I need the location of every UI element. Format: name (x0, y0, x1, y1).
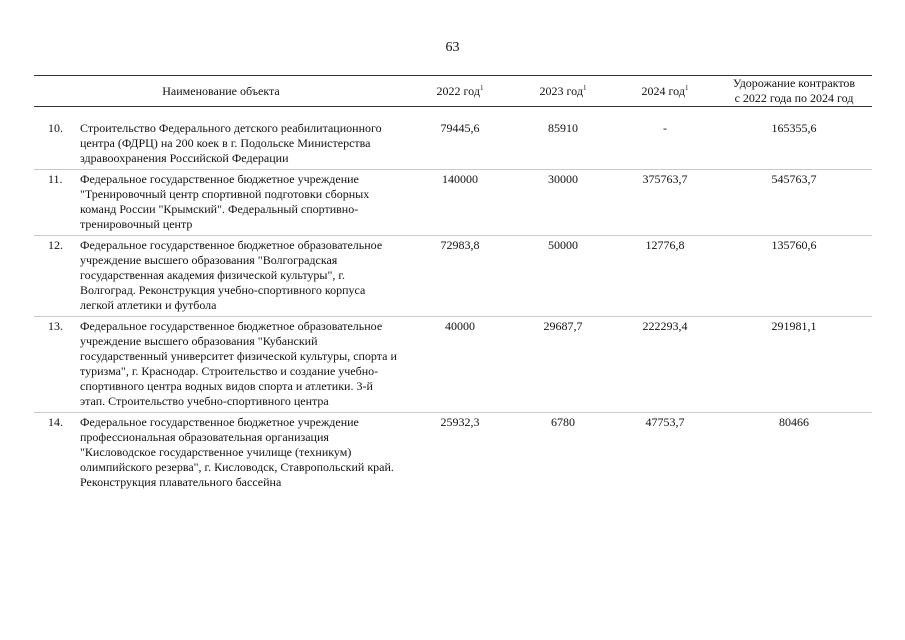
object-name: Федеральное государственное бюджетное учреждение "Тренировочный центр спортивной подготовки сборных команд России "Крымский". Федеральный спортивно-тренировочный центр (78, 170, 408, 236)
cost-table (34, 75, 872, 493)
value-cost-increase: 291981,1 (716, 317, 872, 413)
object-name: Федеральное государственное бюджетное образовательное учреждение высшего образования "Волгоградская государственная академия физической культуры", г. Волгоград. Реконструкция учебно-спортивного корпуса легкой атлетики и футбола (78, 236, 408, 317)
footnote-mark: 1 (684, 83, 689, 92)
value-cost-increase: 80466 (716, 413, 872, 494)
value-2024: - (663, 121, 667, 135)
table-row (34, 236, 872, 317)
value-2022: 25932,3 (408, 413, 512, 494)
object-name: Федеральное государственное бюджетное образовательное учреждение высшего образования "Кубанский государственный университет физической культуры, спорта и туризма", г. Краснодар. Строительство и создание учебно-спортивного центра водных видов спорта и атлетики. 3-й этап. Строительство учебно-спортивного центра (78, 317, 408, 413)
value-2023: 85910 (548, 121, 578, 135)
header-cost-increase (716, 76, 872, 107)
value-2022: 79445,6 (440, 121, 480, 135)
header-object-name: Наименование объекта (34, 76, 408, 107)
value-2024: 12776,8 (614, 236, 716, 317)
table-row (34, 317, 872, 413)
value-2023: 29687,7 (512, 317, 614, 413)
row-number: 12. (34, 236, 78, 317)
header-cost-increase-line1: Удорожание контрактов (732, 76, 856, 90)
table-body (34, 107, 872, 494)
table-row (34, 107, 872, 170)
value-2023: 30000 (512, 170, 614, 236)
page-number: 63 (445, 40, 460, 55)
header-cost-increase-line2: с 2022 года по 2024 год (734, 91, 854, 105)
value-2023: 6780 (512, 413, 614, 494)
footnote-mark: 1 (479, 83, 484, 92)
table-row (34, 413, 872, 494)
value-2024: 222293,4 (614, 317, 716, 413)
table-header (34, 76, 872, 107)
value-2023: 50000 (512, 236, 614, 317)
row-number: 13. (34, 317, 78, 413)
object-name: Строительство Федерального детского реабилитационного центра (ФДРЦ) на 200 коек в г. Подольске Министерства здравоохранения Российской Федерации (80, 121, 382, 165)
row-number: 11. (34, 170, 78, 236)
header-year-2024 (614, 76, 716, 107)
value-cost-increase: 165355,6 (771, 121, 817, 135)
footnote-mark: 1 (582, 83, 587, 92)
value-2024: 47753,7 (614, 413, 716, 494)
row-number: 10. (48, 121, 63, 135)
object-name: Федеральное государственное бюджетное учреждение профессиональная образовательная организация "Кисловодское государственное училище (техникум) олимпийского резерва", г. Кисловодск, Ставропольский край. Реконструкция плавательного бассейна (78, 413, 408, 494)
header-year-2023 (512, 76, 614, 107)
header-year-2022 (408, 76, 512, 107)
value-2022: 40000 (408, 317, 512, 413)
row-number: 14. (34, 413, 78, 494)
table-row (34, 170, 872, 236)
value-2022: 72983,8 (408, 236, 512, 317)
value-2022: 140000 (408, 170, 512, 236)
header-year-2024-label: 2024 год (641, 83, 685, 98)
value-cost-increase: 135760,6 (716, 236, 872, 317)
header-year-2023-label: 2023 год (539, 83, 583, 98)
header-year-2022-label: 2022 год (436, 83, 480, 98)
value-cost-increase: 545763,7 (716, 170, 872, 236)
value-2024: 375763,7 (614, 170, 716, 236)
